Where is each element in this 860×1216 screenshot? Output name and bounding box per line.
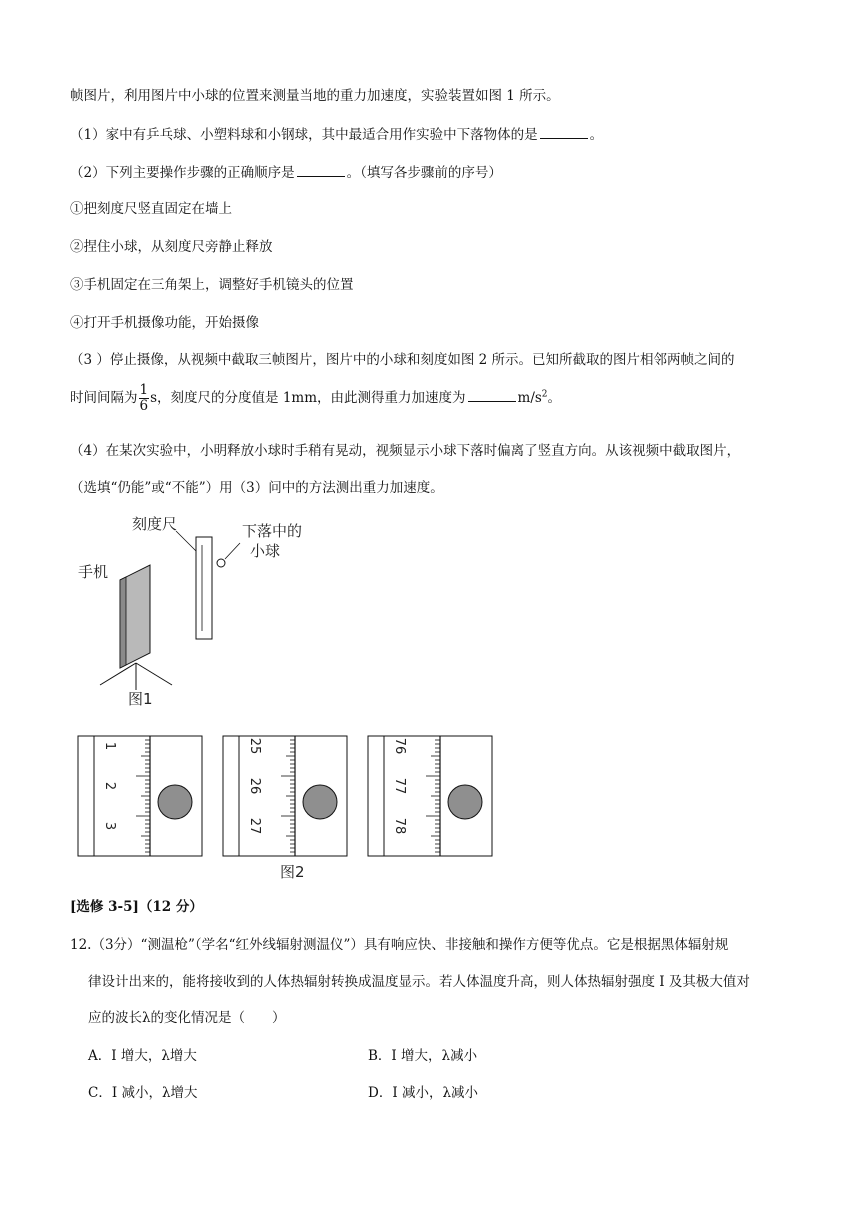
option-b[interactable]: B．I 增大，λ减小: [368, 1048, 478, 1064]
option-c[interactable]: C．I 减小，λ增大: [88, 1085, 198, 1101]
ruler-number: 3: [102, 821, 117, 831]
step-3: ③手机固定在三角架上，调整好手机镜头的位置: [70, 277, 354, 293]
question-3-end: 。: [547, 390, 562, 406]
ball-image: [158, 785, 192, 819]
tripod-leg-right: [136, 663, 172, 685]
intro-text: 帧图片，利用图片中小球的位置来测量当地的重力加速度，实验装置如图 1 所示。: [70, 88, 560, 104]
fraction-numerator: 1: [139, 382, 149, 398]
question-2: [70, 162, 502, 183]
question-3-line-2: [70, 383, 561, 414]
figure-2: [70, 730, 510, 885]
ruler-number: 1: [102, 741, 117, 751]
step-4: ④打开手机摄像功能，开始摄像: [70, 315, 259, 331]
section-title: [选修 3-5]（12 分）: [70, 899, 203, 915]
ruler-frame-2: [223, 736, 347, 856]
question-1: [70, 124, 603, 145]
ruler-number: 77: [392, 777, 407, 795]
question-3-line-1: （3 ）停止摄像，从视频中截取三帧图片，图片中的小球和刻度如图 2 所示。已知所截取的图片相邻两帧之间的: [70, 352, 735, 368]
question-2-text: （2）下列主要操作步骤的正确顺序是: [70, 165, 295, 181]
figure-2-caption: 图2: [280, 863, 305, 881]
question-2-end: 。（填写各步骤前的序号）: [346, 165, 502, 181]
label-ball-line-2: 小球: [250, 542, 281, 560]
ball-image: [303, 785, 337, 819]
ball-image: [448, 785, 482, 819]
step-1: ①把刻度尺竖直固定在墙上: [70, 201, 232, 217]
ruler-frame-3: [368, 736, 492, 856]
ruler-frame-1: [78, 736, 202, 856]
figure-1-caption: 图1: [128, 690, 153, 708]
fraction-one-sixth: [139, 383, 150, 414]
question-1-text: （1）家中有乒乓球、小塑料球和小钢球，其中最适合用作实验中下落物体的是: [70, 127, 538, 143]
figure-1: [70, 505, 330, 715]
option-a[interactable]: A．I 增大，λ增大: [88, 1048, 197, 1064]
ruler-number: 26: [247, 777, 262, 795]
label-phone: 手机: [78, 563, 109, 581]
ball-pointer: [225, 543, 240, 559]
unit-text: m/s: [517, 390, 542, 406]
answer-blank-2[interactable]: [297, 162, 345, 177]
question-3-pre: 时间间隔为: [70, 390, 138, 406]
question-4-line-2: （选填“仍能”或“不能”）用（3）问中的方法测出重力加速度。: [70, 480, 444, 496]
unit-exponent: 2: [541, 389, 548, 400]
falling-ball: [217, 559, 225, 567]
ruler-number: 76: [392, 737, 407, 755]
label-ruler: 刻度尺: [132, 515, 178, 533]
option-d[interactable]: D．I 减小，λ减小: [368, 1085, 479, 1101]
ruler: [196, 537, 212, 639]
phone-side: [120, 577, 126, 668]
tripod-leg-left: [100, 663, 136, 685]
question-12-line-1: 12.（3分）“测温枪”（学名“红外线辐射测温仪”）具有响应快、非接触和操作方便等优点。它是根据黑体辐射规: [70, 937, 729, 953]
question-12-line-3: 应的波长λ的变化情况是（ ）: [88, 1010, 286, 1026]
ruler-number: 2: [102, 781, 117, 791]
question-12-line-2: 律设计出来的，能将接收到的人体热辐射转换成温度显示。若人体温度升高，则人体热辐射强度 I 及其极大值对: [88, 974, 750, 990]
fraction-denominator: 6: [139, 398, 149, 414]
ruler-number: 78: [392, 817, 407, 835]
answer-blank-1[interactable]: [540, 124, 588, 139]
step-2: ②捏住小球，从刻度尺旁静止释放: [70, 239, 273, 255]
question-3-mid: s，刻度尺的分度值是 1mm，由此测得重力加速度为: [150, 390, 466, 406]
ruler-number: 27: [247, 817, 262, 835]
question-1-end: 。: [589, 127, 604, 143]
ruler-pointer: [176, 531, 196, 551]
ruler-number: 25: [247, 737, 262, 755]
label-ball-line-1: 下落中的: [242, 522, 303, 540]
question-4-line-1: （4）在某次实验中，小明释放小球时手稍有晃动，视频显示小球下落时偏离了竖直方向。从该视频中截取图片，: [70, 443, 741, 459]
answer-blank-3[interactable]: [468, 387, 516, 402]
